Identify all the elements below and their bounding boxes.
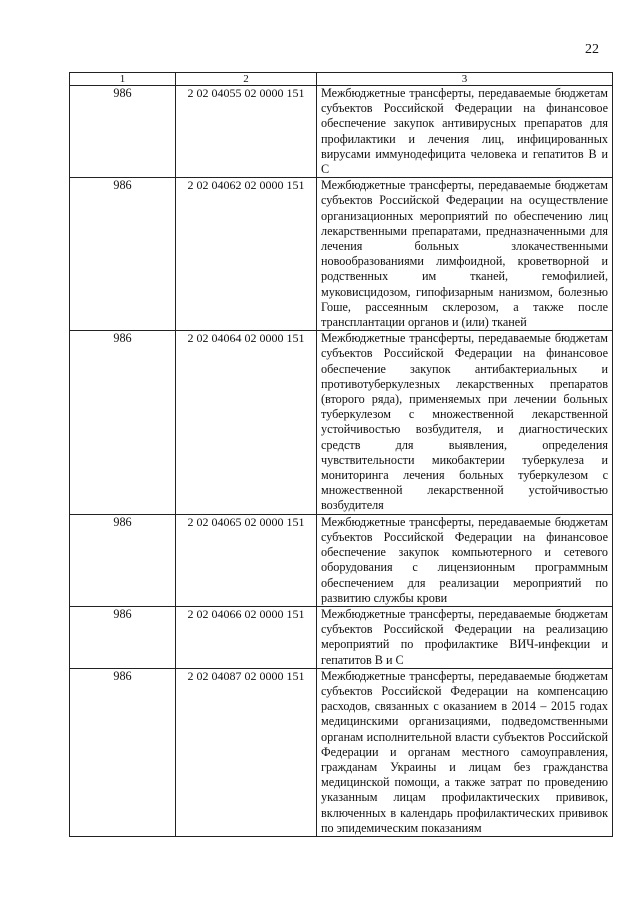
admin-code-cell: 986 — [70, 86, 176, 178]
description-cell: Межбюджетные трансферты, передаваемые бюджетам субъектов Российской Федерации на осуществление организационных мероприятий по обеспечению лиц лекарственными препаратами, предназначенными для лечения больных злокачественными новообразованиями лимфоидной, кроветворной и родственных им тканей, гемофилией, муковисцидозом, гипофизарным нанизмом, болезнью Гоше, рассеянным склерозом, а также после трансплантации органов и (или) тканей — [317, 178, 613, 331]
header-col-2: 2 — [176, 73, 317, 86]
kbk-code-cell: 2 02 04064 02 0000 151 — [176, 331, 317, 514]
table-row — [70, 606, 613, 668]
description-cell: Межбюджетные трансферты, передаваемые бюджетам субъектов Российской Федерации на компенсацию расходов, связанных с оказанием в 2014 – 2015 годах медицинскими организациями, подведомственными органам исполнительной власти субъектов Российской Федерации и органам местного самоуправления, гражданам Украины и лицам без гражданства медицинской помощи, а также затрат по проведению указанным лицам профилактических прививок, включенных в календарь профилактических прививок по эпидемическим показаниям — [317, 668, 613, 836]
kbk-code-cell: 2 02 04062 02 0000 151 — [176, 178, 317, 331]
admin-code-cell: 986 — [70, 331, 176, 514]
kbk-code-cell: 2 02 04065 02 0000 151 — [176, 514, 317, 606]
table-row — [70, 86, 613, 178]
description-cell: Межбюджетные трансферты, передаваемые бюджетам субъектов Российской Федерации на финансовое обеспечение закупок компьютерного и сетевого оборудования с лицензионным программным обеспечением для реализации мероприятий по развитию службы крови — [317, 514, 613, 606]
description-cell: Межбюджетные трансферты, передаваемые бюджетам субъектов Российской Федерации на финансовое обеспечение закупок антибактериальных и противотуберкулезных лекарственных препаратов (второго ряда), применяемых при лечении больных туберкулезом с множественной лекарственной устойчивостью возбудителя, и диагностических средств для выявления, определения чувствительности микобактерии туберкулеза и мониторинга лечения больных туберкулезом с множественной лекарственной устойчивостью возбудителя — [317, 331, 613, 514]
table-row — [70, 178, 613, 331]
admin-code-cell: 986 — [70, 606, 176, 668]
budget-codes-table — [69, 72, 613, 837]
page-number: 22 — [585, 42, 599, 57]
admin-code-cell: 986 — [70, 514, 176, 606]
admin-code-cell: 986 — [70, 668, 176, 836]
table-row — [70, 514, 613, 606]
table-row — [70, 668, 613, 836]
header-col-1: 1 — [70, 73, 176, 86]
kbk-code-cell: 2 02 04087 02 0000 151 — [176, 668, 317, 836]
kbk-code-cell: 2 02 04066 02 0000 151 — [176, 606, 317, 668]
table-header-row — [70, 73, 613, 86]
kbk-code-cell: 2 02 04055 02 0000 151 — [176, 86, 317, 178]
table-row — [70, 331, 613, 514]
description-cell: Межбюджетные трансферты, передаваемые бюджетам субъектов Российской Федерации на финансовое обеспечение закупок антивирусных препаратов для профилактики и лечения лиц, инфицированных вирусами иммунодефицита человека и гепатитов В и С — [317, 86, 613, 178]
admin-code-cell: 986 — [70, 178, 176, 331]
header-col-3: 3 — [317, 73, 613, 86]
description-cell: Межбюджетные трансферты, передаваемые бюджетам субъектов Российской Федерации на реализацию мероприятий по профилактике ВИЧ-инфекции и гепатитов В и С — [317, 606, 613, 668]
